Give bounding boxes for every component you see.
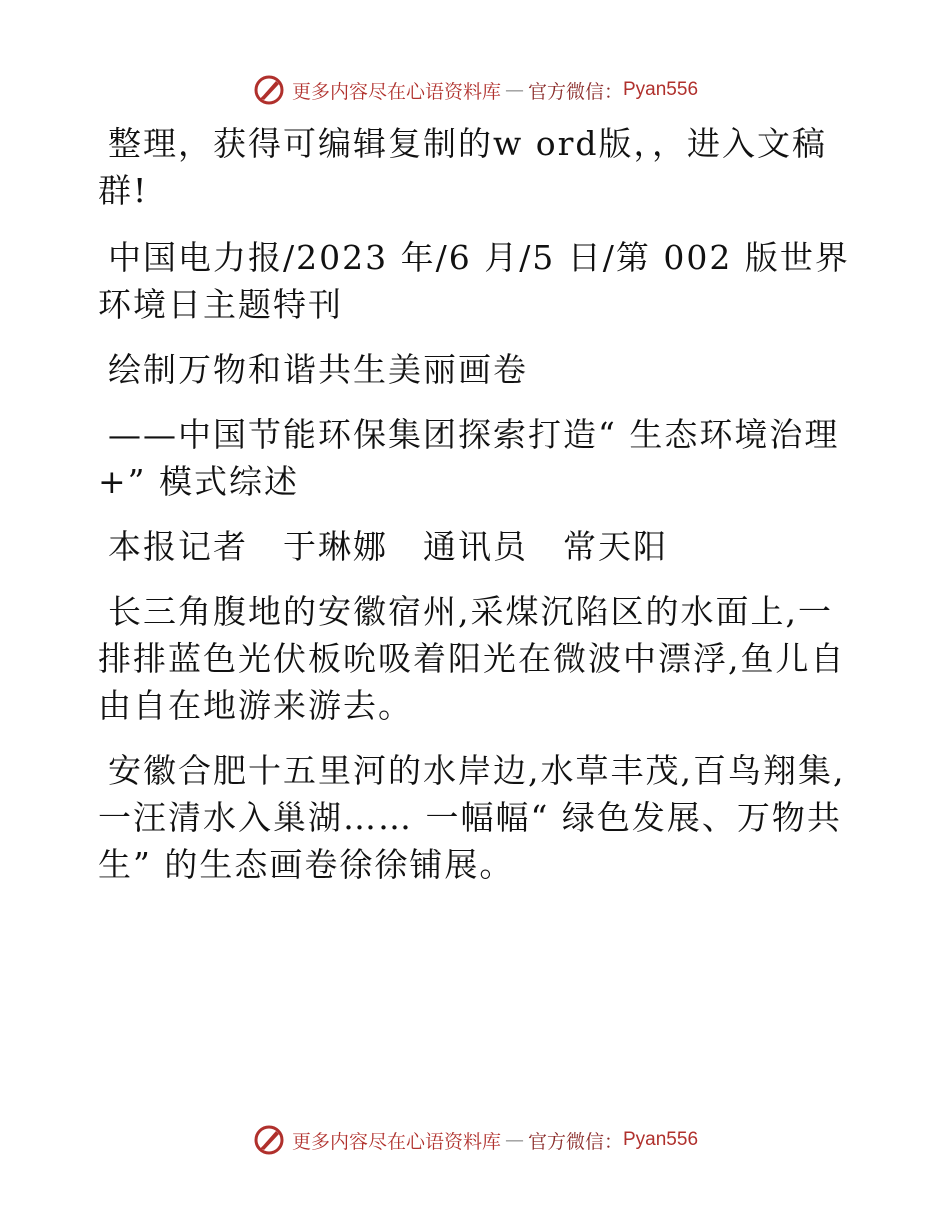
article-subtitle: ——中国节能环保集团探索打造“ 生态环境治理+” 模式综述 bbox=[98, 415, 840, 501]
banner-account: Pyan556 bbox=[623, 79, 699, 100]
article-byline: 本报记者 于琳娜 通讯员 常天阳 bbox=[108, 527, 668, 566]
quill-logo-icon bbox=[252, 73, 286, 107]
article-title: 绘制万物和谐共生美丽画卷 bbox=[108, 350, 528, 389]
banner-separator: — bbox=[504, 1129, 524, 1151]
banner-text: 更多内容尽在心语资料库 bbox=[291, 1130, 501, 1153]
paragraph-intro: 整理，获得可编辑复制的w ord版，，进入文稿群! bbox=[98, 124, 828, 210]
banner-wechat-label: 官方微信： bbox=[527, 1130, 623, 1153]
paragraph-source: 中国电力报/2023 年/6 月/5 日/第 002 版世界环境日主题特刊 bbox=[98, 238, 850, 324]
footer-watermark-banner bbox=[0, 1120, 950, 1160]
header-watermark-banner bbox=[0, 70, 950, 110]
banner-text: 更多内容尽在心语资料库 bbox=[291, 80, 501, 103]
banner-account: Pyan556 bbox=[623, 1129, 699, 1150]
banner-wechat-label: 官方微信： bbox=[527, 80, 623, 103]
quill-logo-icon bbox=[252, 1123, 286, 1157]
document-body bbox=[98, 120, 858, 906]
banner-separator: — bbox=[504, 79, 524, 101]
paragraph-body-2: 安徽合肥十五里河的水岸边,水草丰茂,百鸟翔集,一汪清水入巢湖…… 一幅幅“ 绿色发展、万物共生” 的生态画卷徐徐铺展。 bbox=[98, 751, 846, 884]
paragraph-body-1: 长三角腹地的安徽宿州,采煤沉陷区的水面上,一排排蓝色光伏板吮吸着阳光在微波中漂浮,鱼儿自由自在地游来游去。 bbox=[98, 592, 846, 725]
